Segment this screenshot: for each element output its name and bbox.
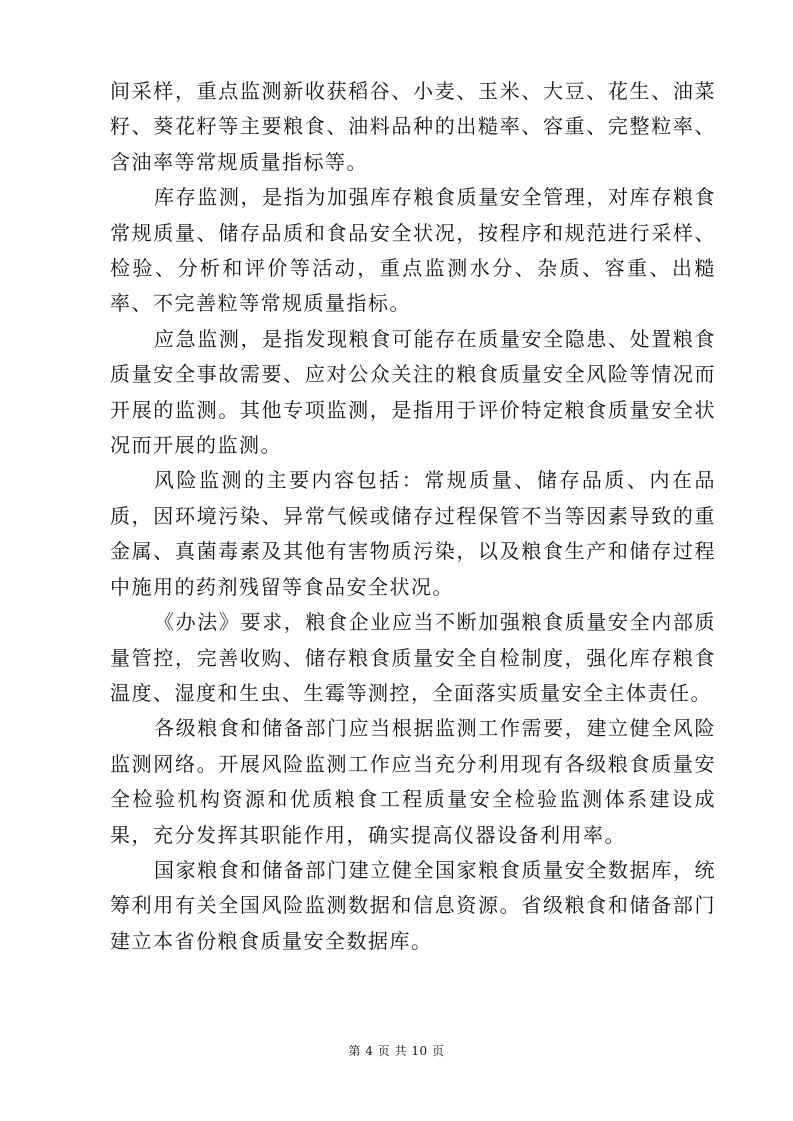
paragraph-continued: 间采样，重点监测新收获稻谷、小麦、玉米、大豆、花生、油菜籽、葵花籽等主要粮食、油料品种的出糙率、容重、完整粒率、含油率等常规质量指标等。 <box>110 79 716 174</box>
paragraph-enterprise-requirements: 《办法》要求，粮食企业应当不断加强粮食质量安全内部质量管控，完善收购、储存粮食质量安全自检制度，强化库存粮食温度、湿度和生虫、生霉等测控，全面落实质量安全主体责任。 <box>110 610 716 705</box>
page-number-footer: 第 4 页 共 10 页 <box>348 1044 445 1058</box>
paragraph-database: 国家粮食和储备部门建立健全国家粮食质量安全数据库，统筹利用有关全国风险监测数据和信息资源。省级粮食和储备部门建立本省份粮食质量安全数据库。 <box>110 857 716 953</box>
document-body <box>110 74 716 959</box>
paragraph-monitoring-network: 各级粮食和储备部门应当根据监测工作需要，建立健全风险监测网络。开展风险监测工作应当充分利用现有各级粮食质量安全检验机构资源和优质粮食工程质量安全检验监测体系建设成果，充分发挥其职能作用，确实提高仪器设备利用率。 <box>110 716 716 847</box>
paragraph-risk-monitoring-content: 风险监测的主要内容包括：常规质量、储存品质、内在品质，因环境污染、异常气候或储存过程保管不当等因素导致的重金属、真菌毒素及其他有害物质污染，以及粮食生产和储存过程中施用的药剂残留等食品安全状况。 <box>110 468 716 599</box>
paragraph-emergency-monitoring: 应急监测，是指发现粮食可能存在质量安全隐患、处置粮食质量安全事故需要、应对公众关注的粮食质量安全风险等情况而开展的监测。其他专项监测，是指用于评价特定粮食质量安全状况而开展的监测。 <box>110 326 716 458</box>
paragraph-inventory-monitoring: 库存监测，是指为加强库存粮食质量安全管理，对库存粮食常规质量、储存品质和食品安全状况，按程序和规范进行采样、检验、分析和评价等活动，重点监测水分、杂质、容重、出糙率、不完善粒等常规质量指标。 <box>110 185 716 316</box>
